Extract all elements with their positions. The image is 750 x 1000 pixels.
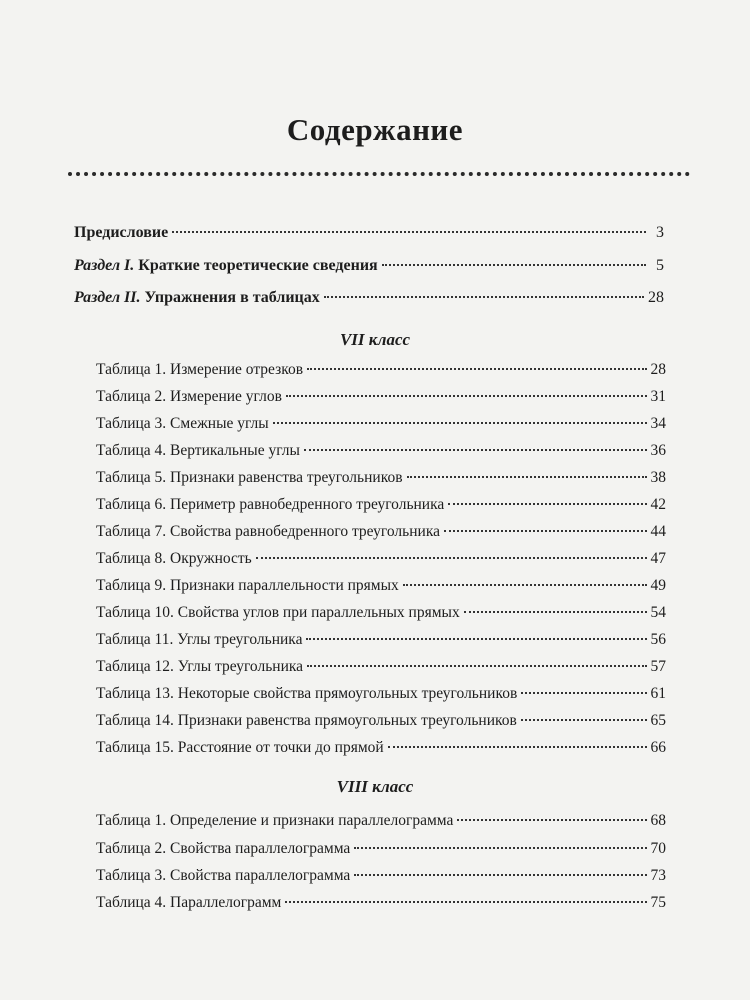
table-entry: [96, 602, 666, 624]
toc-entry-label: Предисловие: [74, 224, 169, 241]
dot-leader: [521, 692, 646, 694]
table-entry: [96, 629, 666, 651]
dot-leader: [273, 422, 647, 424]
table-entry-page: 36: [650, 442, 666, 459]
table-entry-label: Таблица 4. Вертикальные углы: [96, 442, 300, 459]
table-entry-page: 31: [650, 388, 666, 405]
toc-entry-label: Краткие теоретические сведения: [138, 257, 378, 274]
table-entry-label: Таблица 1. Измерение отрезков: [96, 361, 304, 378]
toc-entry-page: 28: [648, 289, 664, 306]
dot-leader: [286, 395, 647, 397]
dot-leader: [464, 611, 647, 613]
table-entry-label: Таблица 14. Признаки равенства прямоугольных треугольников: [96, 712, 517, 729]
table-entry: [96, 521, 666, 543]
grade-7-heading: VII класс: [339, 330, 411, 349]
table-entry: [96, 548, 666, 570]
table-entry-label: Таблица 1. Определение и признаки параллелограмма: [96, 812, 454, 829]
table-entry-page: 73: [650, 867, 666, 884]
table-entry-page: 65: [650, 712, 666, 729]
table-entry-label: Таблица 5. Признаки равенства треугольников: [96, 469, 403, 486]
dotted-divider: [68, 172, 690, 180]
dot-leader: [354, 874, 646, 876]
table-entry-label: Таблица 8. Окружность: [96, 550, 252, 567]
table-entry-page: 75: [650, 894, 666, 911]
table-entry-label: Таблица 3. Свойства параллелограмма: [96, 867, 351, 884]
table-entry: [96, 656, 666, 678]
toc-entry-page: 5: [656, 257, 664, 274]
dot-leader: [306, 638, 646, 640]
table-entry-label: Таблица 4. Параллелограмм: [96, 894, 282, 911]
table-entry: [96, 575, 666, 597]
dot-leader: [307, 665, 646, 667]
table-entry-label: Таблица 10. Свойства углов при параллельных прямых: [96, 604, 460, 621]
table-entry-label: Таблица 13. Некоторые свойства прямоугольных треугольников: [96, 685, 518, 702]
table-entry-page: 44: [650, 523, 666, 540]
table-entry-label: Таблица 7. Свойства равнобедренного треугольника: [96, 523, 441, 540]
dot-leader: [444, 530, 646, 532]
table-entry: [96, 737, 666, 759]
table-entry: [96, 467, 666, 489]
dot-leader: [172, 231, 646, 233]
table-entry: [96, 494, 666, 516]
table-entry-page: 47: [650, 550, 666, 567]
table-entry: [96, 710, 666, 732]
dot-leader: [403, 584, 647, 586]
table-entry-page: 34: [650, 415, 666, 432]
table-entry: [96, 413, 666, 435]
dot-leader: [407, 476, 647, 478]
dot-leader: [256, 557, 647, 559]
table-entry-label: Таблица 2. Свойства параллелограмма: [96, 840, 351, 857]
table-entry-page: 54: [650, 604, 666, 621]
toc-entry-label: Упражнения в таблицах: [144, 289, 320, 306]
table-entry-label: Таблица 15. Расстояние от точки до прямой: [96, 739, 384, 756]
table-entry: [96, 359, 666, 381]
table-entry-label: Таблица 9. Признаки параллельности прямых: [96, 577, 399, 594]
table-entry-label: Таблица 2. Измерение углов: [96, 388, 282, 405]
table-entry-page: 56: [650, 631, 666, 648]
table-entry-page: 38: [650, 469, 666, 486]
dot-leader: [521, 719, 647, 721]
table-entry-label: Таблица 12. Углы треугольника: [96, 658, 304, 675]
page-title: Содержание: [286, 112, 464, 147]
table-entry: [96, 386, 666, 408]
table-entry: [96, 440, 666, 462]
table-entry-page: 28: [650, 361, 666, 378]
dot-leader: [324, 296, 644, 298]
toc-entry-page: 3: [656, 224, 664, 241]
dot-leader: [457, 819, 646, 821]
table-entry: [96, 683, 666, 705]
table-entry: [96, 810, 666, 832]
table-entry-page: 42: [650, 496, 666, 513]
toc-entry-section-1: [74, 255, 664, 277]
dot-leader: [388, 746, 647, 748]
table-entry-page: 49: [650, 577, 666, 594]
table-entry-page: 57: [650, 658, 666, 675]
dot-leader: [307, 368, 646, 370]
table-entry-label: Таблица 6. Периметр равнобедренного треугольника: [96, 496, 445, 513]
table-entry-page: 61: [650, 685, 666, 702]
dot-leader: [448, 503, 646, 505]
table-entry-label: Таблица 3. Смежные углы: [96, 415, 269, 432]
dot-leader: [304, 449, 647, 451]
table-entry-page: 66: [650, 739, 666, 756]
toc-entry-preface: [74, 222, 664, 244]
table-entry: [96, 865, 666, 887]
table-entry-page: 68: [650, 812, 666, 829]
section-prefix: Раздел II.: [74, 289, 141, 306]
table-entry-page: 70: [650, 840, 666, 857]
dot-leader: [382, 264, 646, 266]
dot-leader: [354, 847, 646, 849]
table-entry-label: Таблица 11. Углы треугольника: [96, 631, 303, 648]
table-entry: [96, 838, 666, 860]
section-prefix: Раздел I.: [74, 257, 135, 274]
toc-entry-section-2: [74, 287, 664, 309]
table-entry: [96, 892, 666, 914]
dot-leader: [285, 901, 646, 903]
grade-8-heading: VIII класс: [336, 777, 414, 796]
